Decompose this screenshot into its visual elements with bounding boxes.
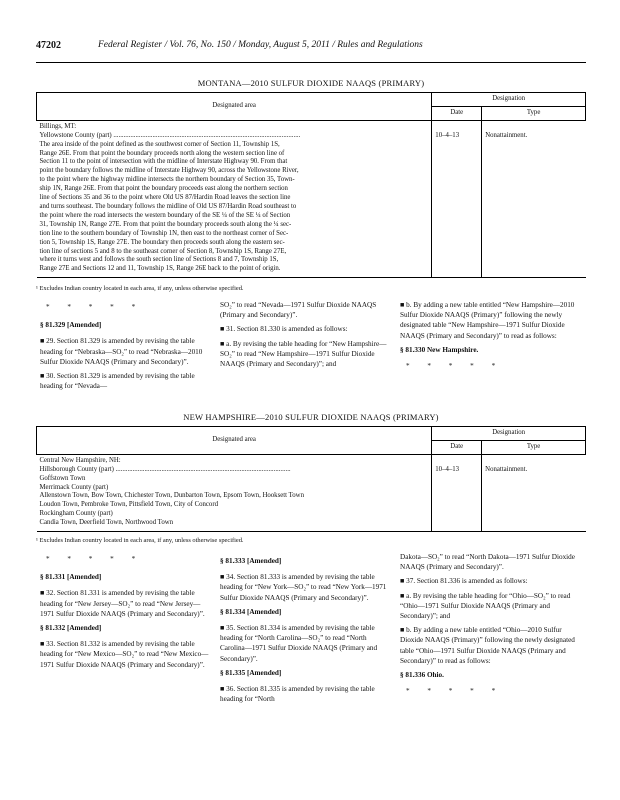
col-date: Date	[432, 106, 482, 120]
header-rule	[36, 62, 586, 63]
col-designation: Designation	[432, 93, 586, 107]
section-heading: § 81.331 [Amended]	[40, 573, 102, 582]
description-line: the point where the road intersects the western boundary of the SE ¼ of the SE ¼ of Section	[39, 211, 291, 219]
ellipsis-stars: * * * * *	[406, 362, 504, 371]
page-number: 47202	[36, 40, 61, 51]
area-city: Billings, MT:	[39, 122, 77, 130]
table1-title: MONTANA—2010 SULFUR DIOXIDE NAAQS (PRIMARY)	[197, 78, 425, 88]
table2-footnote: ¹ Excludes Indian country located in each area, if any, unless otherwise specified.	[36, 537, 244, 544]
amendment-paragraph: ■ 33. Section 81.332 is amended by revising the table heading for “New Mexico—SO₂” to read “New Mexico—1971 Sulfur Dioxide NAAQS (Primary and Secondary)”.	[40, 640, 209, 669]
running-header	[36, 40, 586, 56]
description-line: 31, Township 1N, Range 27E. From that point the boundary proceeds south along the ¼ sec-	[39, 220, 292, 228]
amendment-paragraph: ■ 29. Section 81.329 is amended by revising the table heading for “Nebraska—SO₂” to read “Nebraska—2010 Sulfur Dioxide NAAQS (Primary and Secondary)”.	[40, 337, 203, 366]
amendment-paragraph: ■ 36. Section 81.335 is amended by revising the table heading for “North	[220, 685, 375, 704]
amendment-paragraph: ■ 30. Section 81.329 is amended by revising the table heading for “Nevada—	[40, 372, 195, 391]
section-heading: § 81.330 New Hampshire.	[400, 345, 479, 354]
col-designated-area: Designated area	[37, 427, 432, 455]
amendment-paragraph: ■ 31. Section 81.330 is amended as follows:	[220, 325, 348, 334]
designation-type: Nonattainment.	[482, 132, 586, 141]
area-description	[37, 141, 432, 278]
area-county: Hillsborough County (part) .......................................................................................................	[39, 465, 291, 473]
amendment-paragraph: ■ 32. Section 81.331 is amended by revising the table heading for “New Jersey—SO₂” to read “New Jersey—1971 Sulfur Dioxide NAAQS (Primary and Secondary)”.	[40, 589, 205, 618]
amendment-paragraph: SO₂” to read “Nevada—1971 Sulfur Dioxide NAAQS (Primary and Secondary)”.	[220, 301, 377, 320]
ellipsis-stars: * * * * *	[46, 303, 144, 311]
description-line: tion line to the southern boundary of Township 1N, then east to the northeast corner of Sec-	[39, 229, 289, 237]
area-towns: Loudon Town, Pembroke Town, Pittsfield Town, City of Concord	[39, 501, 218, 509]
ellipsis-stars: * * * * *	[406, 687, 504, 696]
table1-footnote: ¹ Excludes Indian country located in each area, if any, unless otherwise specified.	[36, 285, 244, 292]
section-heading: § 81.335 [Amended]	[220, 668, 282, 677]
description-line: where it turns west and follows the south section line of Sections 8 and 7, Township 1S,	[39, 256, 279, 264]
mid-column-3	[400, 300, 582, 379]
bottom-column-1	[40, 552, 210, 674]
area-county: Merrimack County (part)	[39, 483, 109, 491]
area-county: Yellowstone County (part) ..............................................................................................................	[39, 131, 301, 139]
section-heading: § 81.336 Ohio.	[400, 671, 444, 680]
designation-date: 10–4–13	[432, 466, 482, 475]
mid-column-2	[220, 300, 390, 373]
amendment-paragraph: ■ b. By adding a new table entitled “Ohio—2010 Sulfur Dioxide NAAQS (Primary)” following the newly designated table “Ohio—1971 Sulfur Dioxide NAAQS (Primary and Secondary)” to read as follows:	[400, 626, 575, 665]
col-designation: Designation	[432, 427, 586, 441]
amendment-paragraph: ■ 34. Section 81.333 is amended by revising the table heading for “New York—SO₂” to read “New York—1971 Sulfur Dioxide NAAQS (Primary and Secondary)”.	[220, 573, 387, 602]
area-towns: Allenstown Town, Bow Town, Chichester Town, Dunbarton Town, Epsom Town, Hooksett Town	[39, 492, 304, 500]
description-line: Range 26E. From that point the boundary proceeds north along the western section line of	[39, 149, 285, 157]
amendment-paragraph: Dakota—SO₂” to read “North Dakota—1971 Sulfur Dioxide NAAQS (Primary and Secondary)”.	[400, 553, 575, 572]
new-hampshire-table	[36, 426, 586, 532]
area-county: Rockingham County (part)	[39, 510, 113, 518]
col-type: Type	[482, 440, 586, 454]
amendment-paragraph: ■ 35. Section 81.334 is amended by revising the table heading for “North Carolina—SO₂” to read “North Carolina—1971 Sulfur Dioxide NAAQS (Primary and Secondary)”.	[220, 624, 378, 663]
table2-title: NEW HAMPSHIRE—2010 SULFUR DIOXIDE NAAQS (PRIMARY)	[183, 412, 439, 422]
bottom-column-2	[220, 552, 390, 708]
section-heading: § 81.333 [Amended]	[220, 557, 282, 565]
area-region: Central New Hampshire, NH:	[39, 456, 121, 464]
amendment-paragraph: ■ 37. Section 81.336 is amended as follows:	[400, 577, 528, 586]
bottom-column-3	[400, 552, 582, 704]
area-towns: Candia Town, Deerfield Town, Northwood Town	[37, 519, 432, 531]
designation-date: 10–4–13	[432, 132, 482, 141]
description-line: tion line of sections 5 and 8 to the southeast corner of Section 8, Township 1S, Range 27E,	[39, 247, 287, 255]
amendment-paragraph: ■ a. By revising the table heading for “New Hampshire—SO₂” to read “New Hampshire—1971 Sulfur Dioxide NAAQS (Primary and Secondary)”; and	[220, 339, 387, 369]
col-type: Type	[482, 106, 586, 120]
description-line: to the point where the highway midline intersects the northern boundary of Section 35, Town-	[39, 176, 295, 184]
description-line: ship 1N, Range 26E. From that point the boundary proceeds east along the northern section	[39, 185, 288, 193]
running-title: Federal Register / Vol. 76, No. 150 / Monday, August 5, 2011 / Rules and Regulations	[98, 40, 423, 50]
description-line: Section 11 to the point of intersection with the midline of Interstate Highway 90. From that	[39, 158, 288, 166]
col-date: Date	[432, 440, 482, 454]
amendment-paragraph: ■ b. By adding a new table entitled “New Hampshire—2010 Sulfur Dioxide NAAQS (Primary)” following the newly designated table “New Hampshire—1971 Sulfur Dioxide NAAQS (Primary and Secondary)” to read as follows:	[400, 301, 575, 340]
section-heading: § 81.329 [Amended]	[40, 321, 102, 330]
designation-type: Nonattainment.	[482, 466, 586, 475]
document-page	[36, 40, 586, 780]
description-line: Range 27E and Sections 12 and 11, Township 1S, Range 26E back to the point of origin.	[39, 265, 281, 273]
montana-table	[36, 92, 586, 278]
area-towns: Goffstown Town	[39, 474, 86, 482]
section-heading: § 81.334 [Amended]	[220, 607, 282, 616]
amendment-paragraph: ■ a. By revising the table heading for “Ohio—SO₂” to read “Ohio—1971 Sulfur Dioxide NAAQS (Primary and Secondary)”; and	[400, 591, 571, 621]
description-line: The area inside of the point defined as the southwest corner of Section 11, Township 1S,	[39, 140, 280, 148]
description-line: point the boundary follows the midline of Interstate Highway 90, across the Yellowstone River,	[39, 167, 299, 175]
section-heading: § 81.332 [Amended]	[40, 624, 102, 633]
ellipsis-stars: * * * * *	[46, 555, 144, 563]
description-line: and turns southeast. The boundary follows the midline of Old US 87/Hardin Road southeast to	[39, 202, 297, 210]
mid-column-1	[40, 300, 210, 395]
description-line: tion 5, Township 1S, Range 27E. The boundary then proceeds south along the eastern sec-	[39, 238, 285, 246]
description-line: line of Sections 35 and 36 to the point where Old US 87/Hardin Road leaves the section line	[39, 194, 291, 202]
col-designated-area: Designated area	[37, 93, 432, 121]
